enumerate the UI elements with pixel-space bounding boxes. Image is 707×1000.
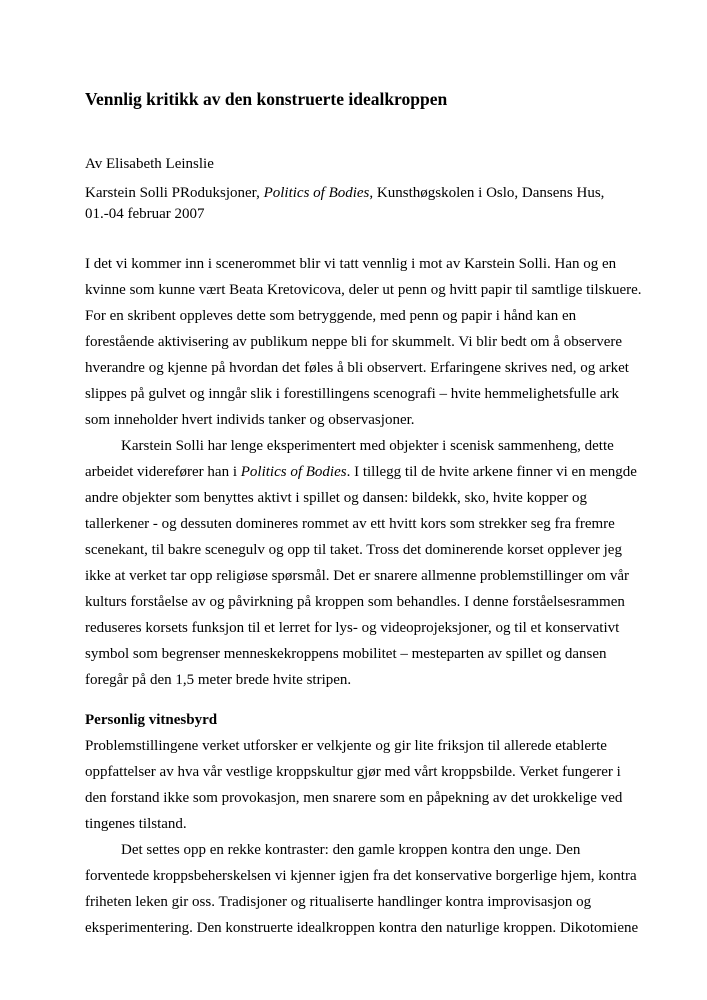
body-text [85, 251, 643, 941]
work-title: Politics of Bodies [263, 185, 370, 201]
paragraph-objects [85, 433, 643, 693]
document-title: Vennlig kritikk av den konstruerte idealkroppen [85, 89, 448, 109]
section-heading: Personlig vitnesbyrd [85, 712, 218, 728]
work-title-inline: Politics of Bodies [240, 464, 347, 480]
production-company: Karstein Solli PRoduksjoner, [85, 185, 264, 201]
paragraph-contrasts: Det settes opp en rekke kontraster: den gamle kroppen kontra den unge. Den forventede kroppsbeherskelsen vi kjenner igjen fra det konservative borgerlige hjem, kontra friheten leken gir oss. Tradisjoner og ritualiserte handlinger kontra improvisasjon og eksperimentering. Den konstruerte idealkroppen kontra den naturlige kroppen. Dikotomiene [85, 842, 639, 936]
paragraph-intro: I det vi kommer inn i scenerommet blir vi tatt vennlig i mot av Karstein Solli. Han og en kvinne som kunne vært Beata Kretovicova, deler ut penn og hvitt papir til samtlige tilskuere. For en skribent oppleves dette som betryggende, med penn og papir i hånd kan en forestående aktivisering av publikum neppe bli for skummelt. Vi blir bedt om å observere hverandre og kjenne på hvordan det føles å bli observert. Erfaringene skrives ned, og arket slippes på gulvet og inngår slik i forestillingens scenografi – hvite hemmelighetsfulle ark som inneholder hvert individs tanker og observasjoner. [85, 256, 642, 428]
paragraph-objects-post: . I tillegg til de hvite arkene finner vi en mengde andre objekter som benyttes aktivt i spillet og dansen: bildekk, sko, hvite kopper og tallerkener - og dessuten domineres rommet av ett hvitt kors som strekker seg fra fremre scenekant, til bakre scenegulv og opp til taket. Tross det dominerende korset opplever jeg ikke at verket tar opp religiøse spørsmål. Det er snarere allmenne problemstillinger om vår kulturs forståelse av og påvirkning på kroppen som behandles. I denne forståelsesrammen reduseres korsets funksjon til et lerret for lys- og videoprojeksjoner, og til et konservativt symbol som begrenser menneskekroppens mobilitet – mesteparten av spillet og dansen foregår på den 1,5 meter brede hvite stripen. [85, 464, 637, 688]
byline: Av Elisabeth Leinslie [85, 156, 214, 172]
production-venue-dates: , Kunsthøgskolen i Oslo, Dansens Hus, 01.-04 februar 2007 [85, 185, 605, 222]
production-credit-line [85, 183, 643, 225]
paragraph-objects-pre: Karstein Solli har lenge eksperimentert med objekter i scenisk sammenheng, dette arbeidet viderefører han i [85, 438, 614, 480]
paragraph-testimony: Problemstillingene verket utforsker er velkjente og gir lite friksjon til allerede etablerte oppfattelser av hva vår vestlige kroppskultur gjør med vårt kroppsbilde. Verket fungerer i den forstand ikke som provokasjon, men snarere som en påpekning av det urokkelige ved tingenes tilstand. [85, 738, 623, 832]
